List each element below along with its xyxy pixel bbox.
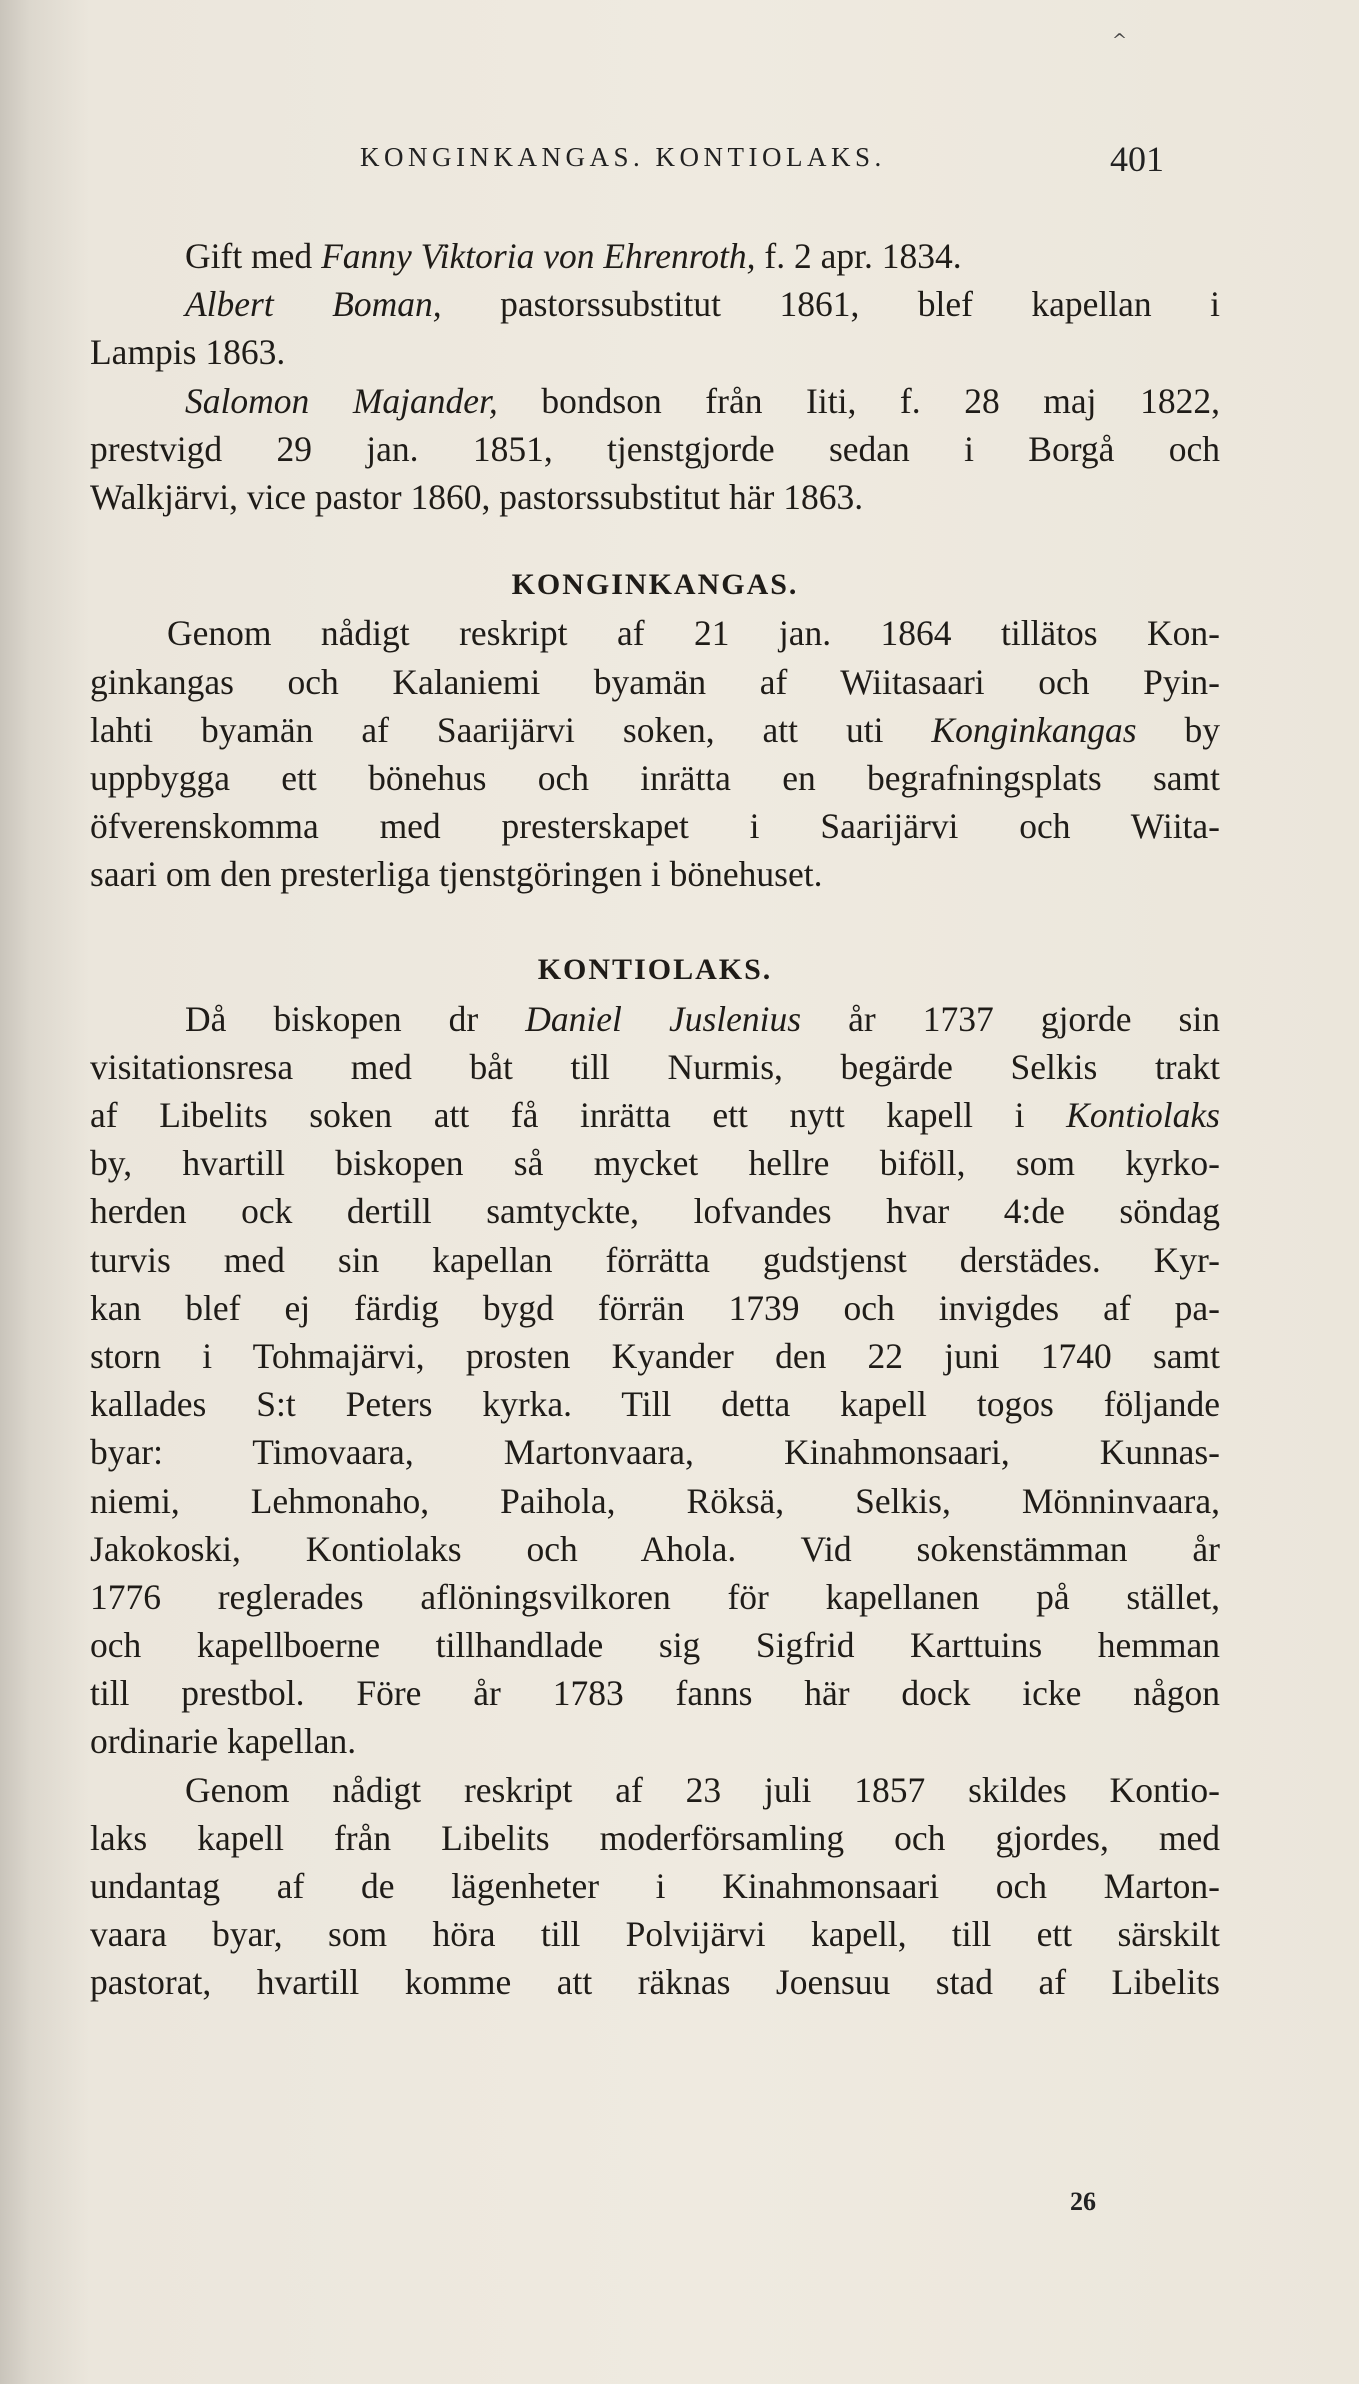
section-heading-kontiolaks: KONTIOLAKS. xyxy=(537,953,773,987)
text-line: visitationsresa med båt till Nurmis, begärde Selkis trakt xyxy=(90,1046,1220,1087)
text-line: af Libelits soken att få inrätta ett nytt kapell i Kontiolaks xyxy=(90,1095,1220,1135)
text-line: Genom nådigt reskript af 21 jan. 1864 tillätos Kon- xyxy=(167,613,1220,654)
text-line: uppbygga ett bönehus och inrätta en begrafningsplats samt xyxy=(90,757,1220,798)
text-line: saari om den presterliga tjenstgöringen i bönehuset. xyxy=(90,854,823,895)
text-line: undantag af de lägenheter i Kinahmonsaari och Marton- xyxy=(90,1866,1220,1906)
signature-mark: 26 xyxy=(1070,2187,1096,2216)
text-line: Jakokoski, Kontiolaks och Ahola. Vid sokenstämman år xyxy=(90,1528,1220,1569)
text-line: kan blef ej färdig bygd förrän 1739 och invigdes af pa- xyxy=(90,1287,1220,1328)
text-line: laks kapell från Libelits moderförsamling och gjordes, med xyxy=(90,1817,1220,1858)
text-line: niemi, Lehmonaho, Paihola, Röksä, Selkis, Mönninvaara, xyxy=(90,1480,1220,1521)
text-line: prestvigd 29 jan. 1851, tjenstgjorde sedan i Borgå och xyxy=(90,428,1220,469)
text-line: Genom nådigt reskript af 23 juli 1857 skildes Kontio- xyxy=(185,1769,1220,1810)
corner-mark: ^ xyxy=(1112,30,1128,51)
text-line: till prestbol. Före år 1783 fanns här dock icke någon xyxy=(90,1673,1220,1714)
text-line: ginkangas och Kalaniemi byamän af Wiitasaari och Pyin- xyxy=(90,661,1220,702)
text-line: Salomon Majander, bondson från Iiti, f. 28 maj 1822, xyxy=(185,380,1220,421)
text-line: by, hvartill biskopen så mycket hellre biföll, som kyrko- xyxy=(90,1143,1220,1184)
text-line: Gift med Fanny Viktoria von Ehrenroth, f. 2 apr. 1834. xyxy=(185,236,962,276)
text-line: kallades S:t Peters kyrka. Till detta kapell togos följande xyxy=(90,1384,1220,1425)
text-line: Albert Boman, pastorssubstitut 1861, blef kapellan i xyxy=(185,284,1220,325)
text-line: storn i Tohmajärvi, prosten Kyander den 22 juni 1740 samt xyxy=(90,1335,1220,1376)
page-number: 401 xyxy=(1110,139,1164,179)
text-line: och kapellboerne tillhandlade sig Sigfrid Karttuins hemman xyxy=(90,1625,1220,1666)
text-line: herden ock dertill samtyckte, lofvandes hvar 4:de söndag xyxy=(90,1191,1220,1232)
running-head-title: KONGINKANGAS. KONTIOLAKS. xyxy=(360,142,886,172)
text-line: Lampis 1863. xyxy=(90,332,286,373)
text-line: Då biskopen dr Daniel Juslenius år 1737 gjorde sin xyxy=(185,998,1220,1039)
text-line: ordinarie kapellan. xyxy=(90,1721,357,1762)
section-heading-konginkangas: KONGINKANGAS. xyxy=(511,568,799,602)
text-line: Walkjärvi, vice pastor 1860, pastorssubstitut här 1863. xyxy=(90,476,864,517)
text-line: turvis med sin kapellan förrätta gudstjenst derstädes. Kyr- xyxy=(90,1239,1220,1280)
running-head xyxy=(0,138,1359,188)
text-line: vaara byar, som höra till Polvijärvi kapell, till ett särskilt xyxy=(90,1914,1220,1955)
text-line: pastorat, hvartill komme att räknas Joensuu stad af Libelits xyxy=(90,1962,1220,2003)
text-line: byar: Timovaara, Martonvaara, Kinahmonsaari, Kunnas- xyxy=(90,1432,1220,1473)
text-line: 1776 reglerades aflöningsvilkoren för kapellanen på stället, xyxy=(90,1576,1220,1617)
text-line: öfverenskomma med presterskapet i Saarijärvi och Wiita- xyxy=(90,806,1220,847)
body-text xyxy=(90,232,1220,2007)
text-line: lahti byamän af Saarijärvi soken, att uti Konginkangas by xyxy=(90,709,1221,750)
